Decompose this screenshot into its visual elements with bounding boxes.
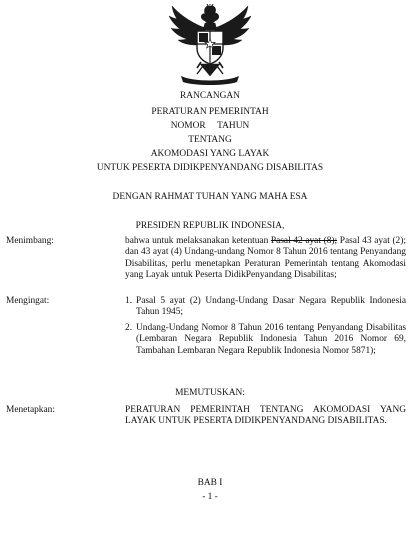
menimbang-struck-text: Pasal 42 ayat (8); bbox=[270, 236, 338, 246]
subject-title-line2: UNTUK PESERTA DIDIKPENYANDANG DISABILITAS bbox=[96, 163, 324, 173]
draft-label: RANCANGAN bbox=[180, 91, 240, 101]
menetapkan-text: PERATURAN PEMERINTAH TENTANG AKOMODASI YANG LAYAK UNTUK PESERTA DIDIKPENYANDANG DISABILITAS. bbox=[125, 405, 406, 427]
page-number: - 1 - bbox=[202, 492, 218, 502]
mengingat-item-number: 1. bbox=[125, 296, 133, 306]
number-year-line: NOMOR TAHUN bbox=[170, 121, 250, 131]
about-label: TENTANG bbox=[188, 135, 232, 145]
menimbang-text-end: Pasal 43 ayat (2); dan 43 ayat (4) Undang-undang Nomor 8 Tahun 2016 tentang Penyandang Disabilitas, perlu menetapkan Peraturan Pemerintah tentang Akomodasi yang Layak untuk Peserta DidikPenyandang Disabilitas; bbox=[125, 236, 406, 281]
chapter-heading: BAB I bbox=[197, 478, 223, 488]
decision-heading: MEMUTUSKAN: bbox=[175, 388, 245, 398]
menimbang-text-start: bahwa untuk melaksanakan ketentuan bbox=[125, 236, 271, 246]
menimbang-text bbox=[125, 236, 406, 282]
regulation-type: PERATURAN PEMERINTAH bbox=[151, 107, 269, 117]
menetapkan-label: Menetapkan: bbox=[6, 405, 55, 415]
president-line: PRESIDEN REPUBLIK INDONESIA, bbox=[135, 221, 285, 231]
mengingat-label: Mengingat: bbox=[6, 296, 50, 306]
mengingat-item-number: 2. bbox=[125, 323, 133, 333]
menimbang-label: Menimbang: bbox=[6, 236, 54, 246]
subject-title-line1: AKOMODASI YANG LAYAK bbox=[150, 149, 270, 159]
garuda-pancasila-emblem-icon bbox=[167, 4, 253, 86]
mengingat-item-text: Pasal 5 ayat (2) Undang-Undang Dasar Negara Republik Indonesia Tahun 1945; bbox=[136, 296, 406, 318]
mengingat-item-text: Undang-Undang Nomor 8 Tahun 2016 tentang Penyandang Disabilitas (Lembaran Negara Republik Indonesia Tahun 2016 Nomor 69, Tambahan Lembaran Negara Republik Indonesia Nomor 5871); bbox=[136, 323, 406, 356]
blessing-line: DENGAN RAHMAT TUHAN YANG MAHA ESA bbox=[112, 192, 308, 202]
